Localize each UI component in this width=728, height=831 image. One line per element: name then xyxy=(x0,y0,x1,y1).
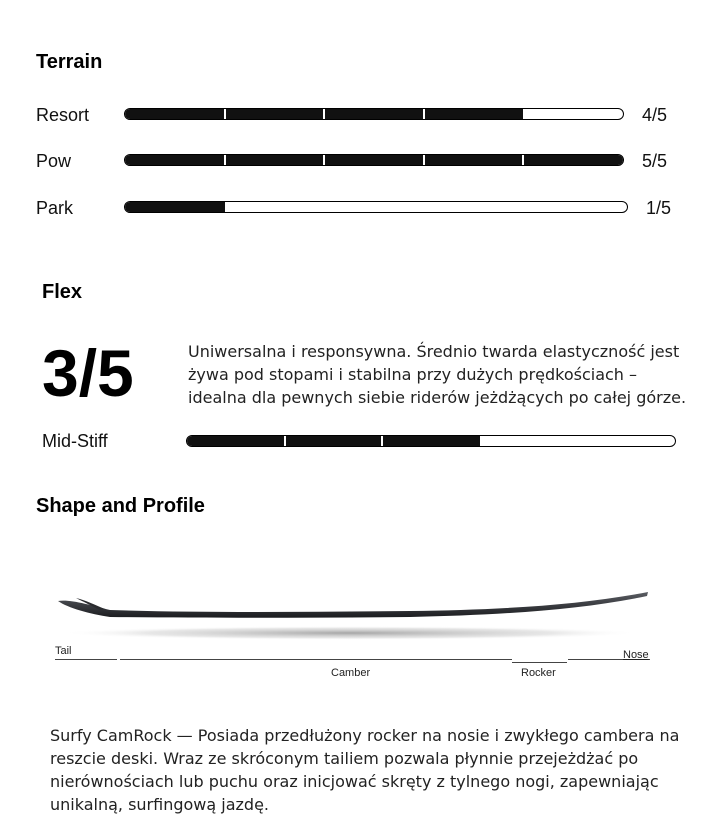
shape-heading: Shape and Profile xyxy=(36,495,205,517)
camber-label: Camber xyxy=(331,667,371,679)
flex-heading: Flex xyxy=(42,281,83,303)
bar-segment-tick xyxy=(284,436,286,446)
tail-label: Tail xyxy=(55,645,72,657)
bar-segment-tick xyxy=(323,109,325,119)
terrain-score: 5/5 xyxy=(642,151,668,171)
bar-segment-tick xyxy=(423,109,425,119)
rocker-label: Rocker xyxy=(521,667,556,679)
flex-bar-fill xyxy=(187,436,480,446)
flex-description: Uniwersalna i responsywna. Średnio twarda elastyczność jest żywa pod stopami i stabilna przy dużych prędkościach – idealna dla pewnych siebie riderów jeżdżących po całej górze. xyxy=(188,342,687,407)
rocker-line xyxy=(512,662,567,663)
camber-line xyxy=(120,659,512,660)
bar-segment-tick xyxy=(224,109,226,119)
terrain-score: 1/5 xyxy=(646,198,672,218)
board-shadow xyxy=(60,626,640,640)
bar-segment-tick xyxy=(423,155,425,165)
terrain-score: 4/5 xyxy=(642,105,668,125)
terrain-heading: Terrain xyxy=(36,51,103,73)
bar-segment-tick xyxy=(323,155,325,165)
shape-description: Surfy CamRock — Posiada przedłużony rocker na nosie i zwykłego cambera na reszcie deski. Wraz ze skróconym tailiem pozwala płynnie przejeżdżać po nierównościach lub puchu oraz inicjować skręty z tylnego nogi, zapewniając unikalną, surfingową jazdę. xyxy=(50,726,680,814)
flex-rating-label: Mid-Stiff xyxy=(42,431,108,451)
terrain-bar-fill xyxy=(125,202,225,212)
terrain-label: Resort xyxy=(36,105,90,125)
terrain-bar xyxy=(124,108,624,120)
terrain-label: Pow xyxy=(36,151,72,171)
flex-number: 3/5 xyxy=(42,336,134,410)
terrain-label: Park xyxy=(36,198,74,218)
terrain-bar xyxy=(124,154,624,166)
board-profile-illustration xyxy=(50,580,660,650)
tail-line xyxy=(55,659,117,660)
terrain-bar xyxy=(124,201,628,213)
bar-segment-tick xyxy=(522,155,524,165)
nose-label: Nose xyxy=(623,649,649,661)
flex-bar xyxy=(186,435,676,447)
bar-segment-tick xyxy=(381,436,383,446)
terrain-bar-fill xyxy=(125,155,623,165)
bar-segment-tick xyxy=(224,155,226,165)
board-shape xyxy=(58,592,648,618)
